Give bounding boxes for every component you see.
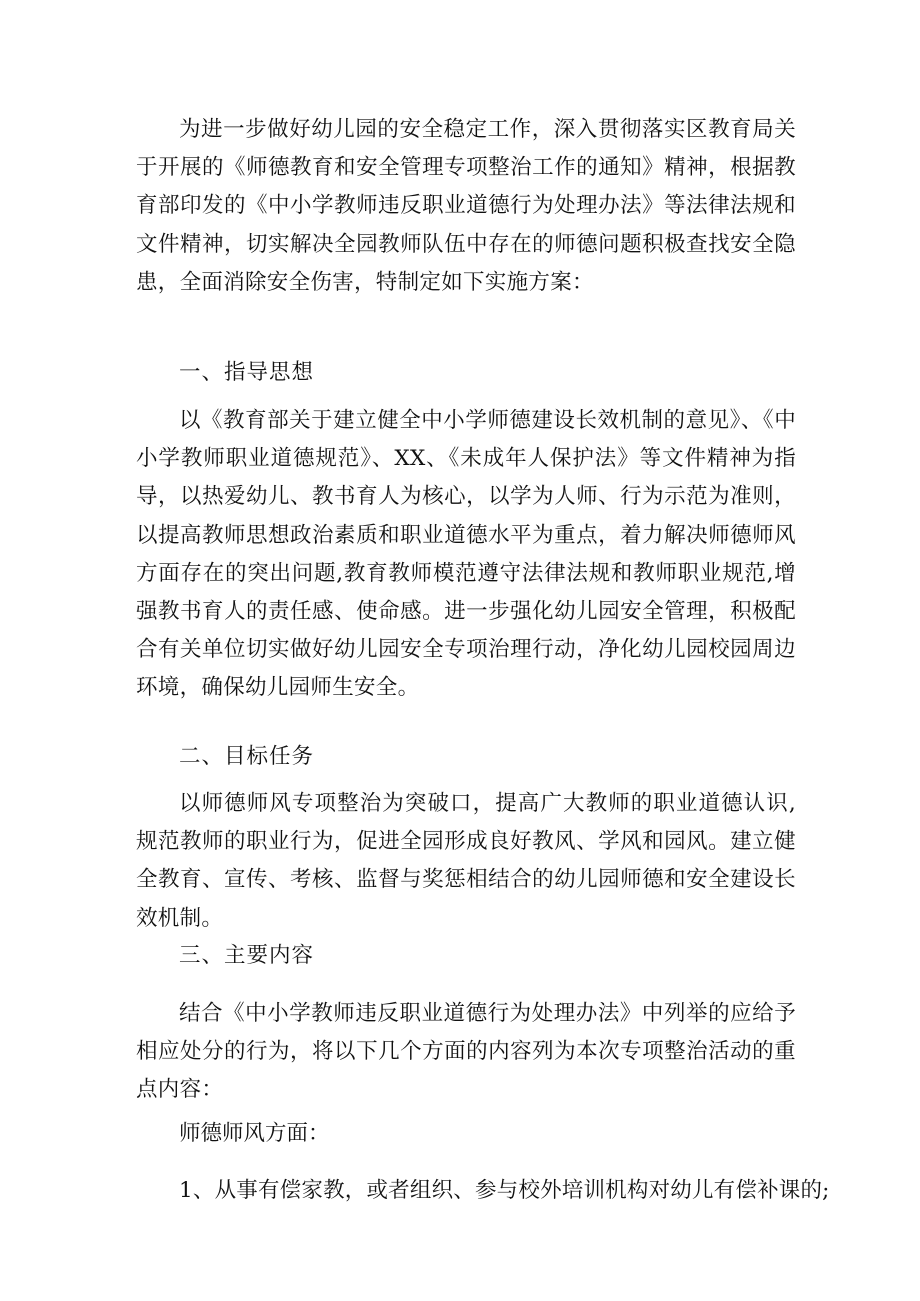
- section-heading-goals: 二、目标任务: [179, 744, 315, 769]
- intro-paragraph: 为进一步做好幼儿园的安全稳定工作，深入贯彻落实区教育局关于开展的《师德教育和安全管理专项整治工作的通知》精神，根据教育部印发的《中小学教师违反职业道德行为处理办法》等法律法规和文件精神，切实解决全园教师队伍中存在的师德问题积极查找安全隐患，全面消除安全伤害，特制定如下实施方案：: [136, 117, 796, 295]
- list-item-1: 1、从事有偿家教，或者组织、参与校外培训机构对幼儿有偿补课的;: [179, 1178, 830, 1203]
- subheading-teacher-ethics: 师德师风方面：: [179, 1121, 330, 1146]
- section-heading-main-content: 三、主要内容: [179, 943, 315, 968]
- section-heading-guiding-ideology: 一、指导思想: [179, 360, 315, 385]
- goals-paragraph: 以师德师风专项整治为突破口，提高广大教师的职业道德认识,规范教师的职业行为，促进全园形成良好教风、学风和园风。建立健全教育、宣传、考核、监督与奖惩相结合的幼儿园师德和安全建设长效机制。: [136, 791, 796, 931]
- main-content-paragraph: 结合《中小学教师违反职业道德行为处理办法》中列举的应给予相应处分的行为，将以下几个方面的内容列为本次专项整治活动的重点内容：: [136, 1001, 796, 1103]
- guiding-ideology-paragraph: 以《教育部关于建立健全中小学师德建设长效机制的意见》、《中小学教师职业道德规范》、XX、《未成年人保护法》等文件精神为指导，以热爱幼儿、教书育人为核心，以学为人师、行为示范为准则，以提高教师思想政治素质和职业道德水平为重点，着力解决师德师风方面存在的突出问题,教育教师模范遵守法律法规和教师职业规范,增强教书育人的责任感、使命感。进一步强化幼儿园安全管理，积极配合有关单位切实做好幼儿园安全专项治理行动，净化幼儿园校园周边环境，确保幼儿园师生安全。: [136, 408, 796, 701]
